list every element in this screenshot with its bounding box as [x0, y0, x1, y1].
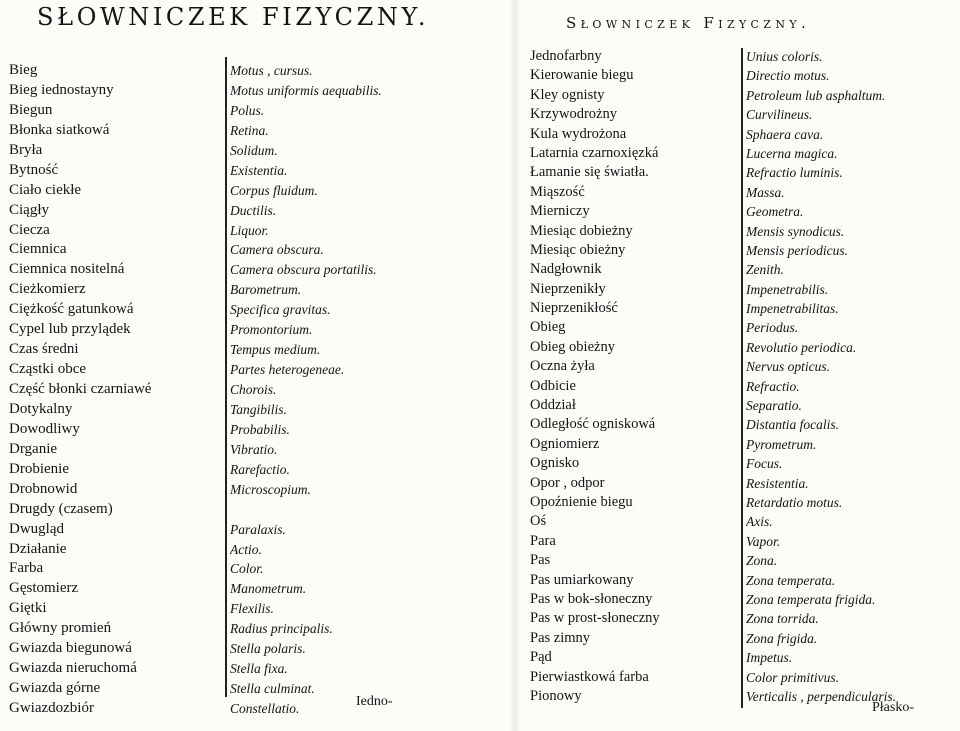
latin-equivalent: Motus uniformis aequabilis. — [230, 82, 382, 98]
latin-equivalent: Curvilineus. — [746, 107, 813, 123]
polish-term: Drobnowid — [9, 480, 78, 497]
left-latin-column — [230, 61, 508, 719]
polish-term: Bryła — [9, 141, 43, 158]
polish-term: Błonka siatkowá — [9, 121, 110, 138]
polish-term: Miesiąc obieżny — [530, 241, 626, 258]
latin-equivalent: Polus. — [230, 102, 265, 118]
latin-equivalent: Zona. — [746, 553, 778, 569]
latin-equivalent: Impetus. — [746, 650, 793, 666]
polish-term: Gwiazdozbiór — [9, 700, 94, 716]
polish-term: Ognisko — [530, 455, 580, 472]
latin-equivalent: Zona temperata frigida. — [746, 591, 876, 607]
polish-term: Cieżkomierz — [9, 281, 86, 298]
polish-term: Oś — [530, 513, 547, 530]
polish-term: Latarnia czarnoxięzká — [530, 144, 659, 161]
left-catchword: Iedno- — [356, 694, 393, 709]
polish-term: Kierowanie biegu — [530, 67, 634, 84]
polish-term: Dotykalny — [9, 400, 73, 417]
polish-term: Ciągły — [9, 201, 49, 218]
polish-term: Kley ognisty — [530, 86, 605, 103]
latin-equivalent: Motus , cursus. — [230, 63, 313, 78]
polish-term: Gwiazda biegunowá — [9, 640, 132, 657]
latin-equivalent: Distantia focalis. — [746, 417, 840, 433]
latin-equivalent: Revolutio periodica. — [746, 339, 857, 355]
latin-equivalent: Manometrum. — [230, 581, 307, 597]
latin-equivalent: Sphaera cava. — [746, 126, 824, 142]
polish-term: Odbicie — [530, 377, 576, 394]
latin-equivalent: Vapor. — [746, 533, 781, 549]
polish-term: Ogniomierz — [530, 435, 600, 452]
left-page-title: SŁOWNICZEK FIZYCZNY. — [37, 3, 430, 31]
polish-term: Farba — [9, 560, 44, 577]
polish-term: Cząstki obce — [9, 361, 87, 378]
latin-equivalent: Microscopium. — [230, 481, 311, 497]
polish-term: Ciężkość gatunkowá — [9, 301, 134, 318]
polish-term: Para — [530, 532, 556, 549]
polish-term: Pąd — [530, 649, 552, 666]
right-page — [520, 0, 960, 731]
polish-term: Drugdy (czasem) — [9, 500, 113, 517]
polish-term: Część błonki czarniawé — [9, 381, 152, 397]
polish-term: Drobienie — [9, 460, 69, 477]
polish-term: Działanie — [9, 540, 67, 557]
polish-term: Opoźnienie biegu — [530, 493, 633, 510]
latin-equivalent: Vibratio. — [230, 441, 278, 457]
latin-equivalent: Tangibilis. — [230, 401, 287, 417]
polish-term: Pas umiarkowany — [530, 571, 634, 588]
latin-equivalent: Lucerna magica. — [746, 145, 838, 161]
polish-term: Miesiąc dobieżny — [530, 222, 633, 239]
polish-term: Mierniczy — [530, 203, 590, 220]
polish-term: Pas w prost-słoneczny — [530, 610, 660, 627]
polish-term: Ciemnica — [9, 241, 67, 258]
latin-equivalent: Stella culminat. — [230, 681, 315, 697]
polish-term: Obieg — [530, 319, 566, 336]
right-term-column — [530, 47, 738, 706]
polish-term: Czas średni — [9, 341, 79, 358]
polish-term: Gwiazda nieruchomá — [9, 660, 137, 677]
polish-term: Odległość ogniskowá — [530, 416, 656, 433]
right-page-title: Słowniczek Fizyczny. — [566, 14, 811, 32]
latin-equivalent: Unius coloris. — [746, 49, 823, 64]
polish-term: Miąszość — [530, 183, 585, 200]
latin-equivalent: Existentia. — [230, 162, 288, 178]
polish-term: Pierwiastkowá farba — [530, 668, 649, 685]
latin-equivalent: Mensis synodicus. — [746, 223, 845, 239]
latin-equivalent: Zona temperata. — [746, 572, 836, 588]
polish-term: Bytność — [9, 161, 59, 178]
polish-term: Drganie — [9, 440, 58, 457]
latin-equivalent: Camera obscura portatilis. — [230, 262, 377, 278]
polish-term: Nieprzenikły — [530, 280, 606, 297]
polish-term: Jednofarbny — [530, 48, 602, 64]
latin-equivalent: Probabilis. — [230, 421, 290, 437]
latin-equivalent: Periodus. — [746, 320, 799, 336]
latin-equivalent: Camera obscura. — [230, 242, 324, 258]
polish-term: Gwiazda górne — [9, 680, 101, 697]
polish-term: Nieprzenikłość — [530, 300, 618, 317]
latin-equivalent: Rarefactio. — [230, 461, 290, 477]
polish-term: Obieg obieżny — [530, 338, 615, 355]
latin-equivalent: Impenetrabilitas. — [746, 301, 839, 317]
latin-equivalent: Chorois. — [230, 382, 277, 397]
polish-term: Opor , odpor — [530, 474, 605, 491]
latin-equivalent: Axis. — [746, 514, 773, 530]
latin-equivalent: Stella fixa. — [230, 661, 288, 677]
polish-term: Cypel lub przylądek — [9, 321, 131, 338]
polish-term: Krzywodrożny — [530, 106, 617, 123]
polish-term: Giętki — [9, 600, 47, 617]
latin-equivalent — [230, 500, 508, 520]
latin-equivalent: Barometrum. — [230, 282, 302, 298]
latin-equivalent: Impenetrabilis. — [746, 281, 829, 297]
latin-equivalent: Corpus fluidum. — [230, 182, 318, 198]
latin-equivalent: Tempus medium. — [230, 342, 321, 358]
latin-equivalent: Ductilis. — [230, 202, 277, 218]
polish-term: Kula wydrożona — [530, 125, 627, 142]
polish-term: Nadgłownik — [530, 261, 602, 278]
polish-term: Pas — [530, 552, 551, 569]
latin-equivalent: Stella polaris. — [230, 641, 306, 657]
right-column-divider — [741, 48, 743, 708]
latin-equivalent: Directio motus. — [746, 68, 830, 84]
polish-term: Oczna żyła — [530, 358, 595, 375]
latin-equivalent: Focus. — [746, 456, 783, 472]
polish-term: Pas zimny — [530, 629, 591, 646]
right-latin-column — [746, 47, 960, 706]
polish-term: Bieg iednostayny — [9, 81, 114, 98]
left-term-column — [9, 61, 221, 719]
polish-term: Oddział — [530, 397, 576, 414]
latin-equivalent: Resistentia. — [746, 475, 809, 491]
polish-term: Pas w bok-słoneczny — [530, 590, 653, 607]
latin-equivalent: Paralaxis. — [230, 521, 286, 537]
latin-equivalent: Partes heterogeneae. — [230, 362, 345, 378]
polish-term: Główny promień — [9, 620, 112, 637]
left-column-divider — [225, 57, 227, 697]
latin-equivalent: Solidum. — [230, 142, 278, 158]
latin-equivalent: Mensis periodicus. — [746, 242, 848, 258]
latin-equivalent: Flexilis. — [230, 601, 274, 617]
latin-equivalent: Zona frigida. — [746, 630, 818, 646]
polish-term: Gęstomierz — [9, 580, 79, 597]
latin-equivalent: Promontorium. — [230, 322, 313, 338]
latin-equivalent: Refractio luminis. — [746, 165, 843, 181]
latin-equivalent: Color. — [230, 561, 264, 577]
polish-term: Dowodliwy — [9, 420, 80, 437]
latin-equivalent: Retardatio motus. — [746, 494, 843, 510]
right-catchword: Płasko- — [872, 700, 914, 715]
polish-term: Ciecza — [9, 221, 50, 238]
latin-equivalent: Zona torrida. — [746, 611, 819, 627]
latin-equivalent: Constellatio. — [230, 701, 300, 716]
latin-equivalent: Pyrometrum. — [746, 436, 817, 452]
polish-term: Bieg — [9, 62, 38, 78]
latin-equivalent: Geometra. — [746, 204, 804, 220]
latin-equivalent: Nervus opticus. — [746, 359, 830, 375]
polish-term: Biegun — [9, 101, 53, 118]
latin-equivalent: Specifica gravitas. — [230, 302, 331, 318]
latin-equivalent: Zenith. — [746, 262, 784, 278]
latin-equivalent: Liquor. — [230, 222, 269, 238]
polish-term: Dwugląd — [9, 520, 64, 537]
latin-equivalent: Color primitivus. — [746, 669, 840, 685]
polish-term: Łamanie się światła. — [530, 164, 649, 181]
polish-term: Ciało ciekłe — [9, 181, 82, 198]
latin-equivalent: Refractio. — [746, 378, 800, 394]
latin-equivalent: Separatio. — [746, 398, 802, 414]
latin-equivalent: Petroleum lub asphaltum. — [746, 87, 886, 103]
latin-equivalent: Massa. — [746, 184, 785, 200]
polish-term: Pionowy — [530, 687, 582, 704]
latin-equivalent: Verticalis , perpendicularis. — [746, 688, 896, 704]
latin-equivalent: Actio. — [230, 541, 262, 557]
polish-term: Ciemnica nositelná — [9, 261, 125, 278]
latin-equivalent: Retina. — [230, 122, 269, 138]
latin-equivalent: Radius principalis. — [230, 621, 333, 637]
